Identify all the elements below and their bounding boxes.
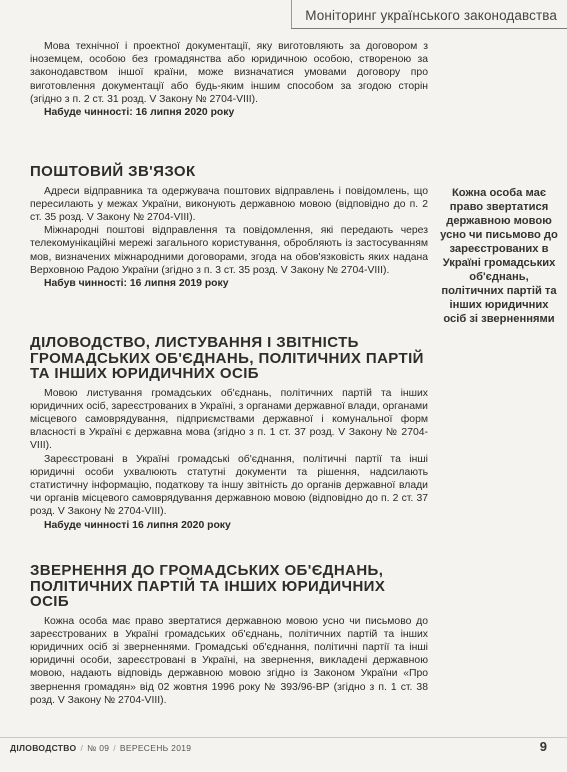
section-paragraph: Мовою листування громадських об'єднань, політичних партій та інших юридичних осіб, зареєстрованих в Україні, з органами державної влади, органами місцевого самоврядування, підприємствами державної і комунальної форм власності в Україні є державна мова (згідно з п. 1 ст. 37 розд. V Закону № 2704-VIII). xyxy=(30,387,428,452)
page-number: 9 xyxy=(539,739,547,754)
magazine-name: ДІЛОВОДСТВО xyxy=(10,743,77,753)
section-title: ДІЛОВОДСТВО, ЛИСТУВАННЯ І ЗВІТНІСТЬ ГРОМАДСЬКИХ ОБ'ЄДНАНЬ, ПОЛІТИЧНИХ ПАРТІЙ ТА ІНШИХ ЮРИДИЧНИХ ОСІБ xyxy=(30,334,424,382)
footer-rule xyxy=(0,737,567,738)
issue-month: ВЕРЕСЕНЬ 2019 xyxy=(119,743,192,753)
pull-quote: Кожна особа має право звертатися державною мовою усно чи письмово до зареєстрованих в Україні громадських об'єднань, політичних партій та інших юридичних осіб зі зверненнями xyxy=(440,187,558,325)
section-paragraph: Кожна особа має право звертатися державною мовою усно чи письмово до зареєстрованих в Україні громадських об'єднань, політичних партій та інших юридичних осіб зі зверненнями. Громадські об'єднання, політичні партії та інші юридичні особи, зареєстровані в Україні, на звернення, викладені державною мовою, надають відповідь державною мовою згідно із Законом України «Про звернення громадян» від 02 жовтня 1996 року № 393/96-ВР (згідно з п. 1 ст. 38 розд. V Закону № 2704-VIII). xyxy=(30,615,428,706)
effective-date: Набуде чинності 16 липня 2020 року xyxy=(44,519,231,531)
issue-number: № 09 xyxy=(87,743,110,753)
section-title: ПОШТОВИЙ ЗВ'ЯЗОК xyxy=(30,163,196,180)
effective-date: Набуде чинності: 16 липня 2020 року xyxy=(44,107,235,119)
section-appeals xyxy=(30,563,428,707)
header-divider-tick xyxy=(291,0,292,29)
section-paragraph: Міжнародні поштові відправлення та повідомлення, які передають через телекомунікаційні мережі загального користування, обробляють із застосуванням мов, визначених міжнародними договорами, згода на обов'язковість яких надана Верховною Радою України (згідно з п. 3 ст. 35 розд. V Закону № 2704-VIII). xyxy=(30,225,428,276)
footer-separator: / xyxy=(113,743,116,753)
intro-paragraph: Мова технічної і проектної документації, яку виготовляють за договором з іноземцем, особою без громадянства або юридичною особою, створеною за законодавством іншої країни, може визначатися умовами договору про виготовлення документації або будь-яким іншим способом за згодою сторін (згідно з п. 2 ст. 31 розд. V Закону № 2704-VIII). xyxy=(30,41,428,105)
section-paragraph: Адреси відправника та одержувача поштових відправлень і повідомлень, що пересилають у межах України, виконують державною мовою (відповідно до п. 2 ст. 35 розд. V Закону № 2704-VIII). xyxy=(30,185,428,223)
header-rule xyxy=(291,28,567,29)
footer xyxy=(10,743,191,753)
footer-separator: / xyxy=(80,743,84,753)
running-header: Моніторинг українського законодавства xyxy=(305,8,557,23)
effective-date: Набув чинності: 16 липня 2019 року xyxy=(44,277,229,289)
section-title: ЗВЕРНЕННЯ ДО ГРОМАДСЬКИХ ОБ'ЄДНАНЬ, ПОЛІТИЧНИХ ПАРТІЙ ТА ІНШИХ ЮРИДИЧНИХ ОСІБ xyxy=(30,562,386,610)
intro-block xyxy=(30,40,428,119)
section-paragraph: Зареєстровані в Україні громадські об'єднання, політичні партії та інші юридичні особи ухвалюють статутні документи та рішення, надсилають статистичну інформацію, податкову та іншу звітність до органів державної влади чи органів місцевого самоврядування державною мовою (відповідно до п. 2 ст. 37 розд. V Закону № 2704-VIII). xyxy=(30,453,428,518)
section-records xyxy=(30,335,428,532)
section-postal xyxy=(30,164,428,290)
